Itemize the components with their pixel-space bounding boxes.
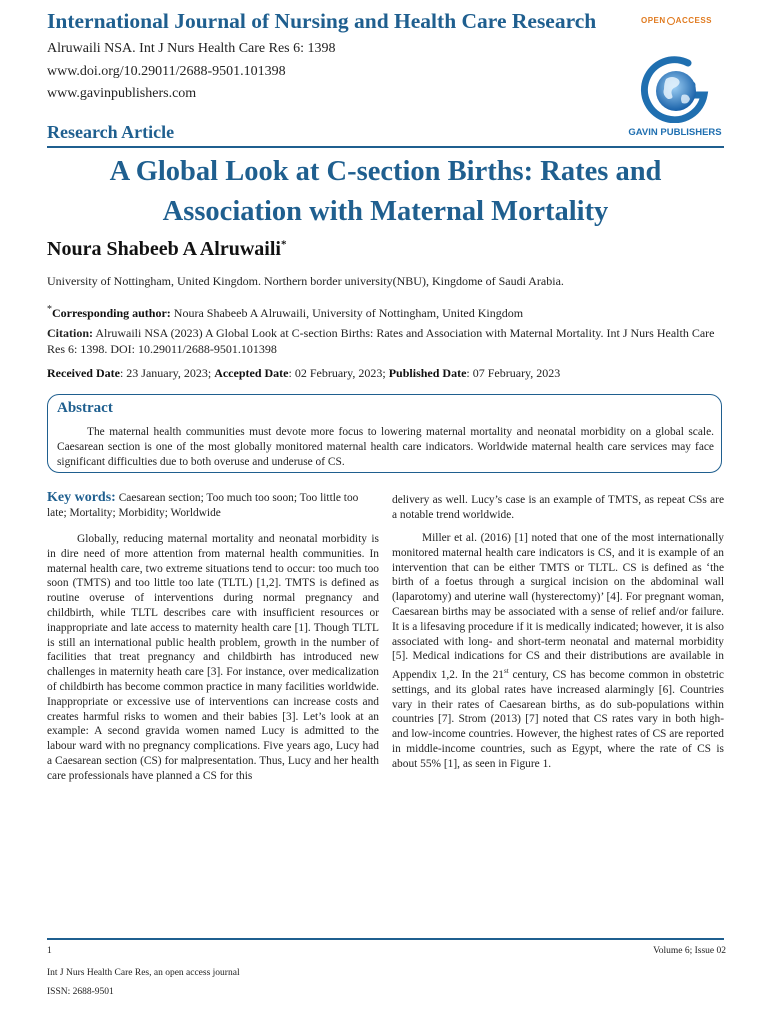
page-number: 1 (47, 946, 52, 956)
keywords-label: Key words: (47, 490, 116, 505)
body-right-continuation (392, 493, 724, 523)
citation-short: Alruwaili NSA. Int J Nurs Health Care Res 6: 1398 (47, 41, 336, 56)
abstract-text: The maternal health communities must devote more focus to lowering maternal mortality and neonatal morbidity on a global scale. Caesarean section is one of the most globally monitored maternal health care indicators. Worldwide maternal health care services may face significant difficulties due to both overuse and underuse of CS. (57, 426, 714, 468)
open-access-label: OPEN (641, 16, 666, 25)
corresponding-text: Noura Shabeeb A Alruwaili, University of Nottingham, United Kingdom (173, 306, 524, 320)
received-date: : 23 January, 2023; (119, 366, 212, 380)
body-text-a: Miller et al. (2016) [1] noted that one of the most internationally monitored maternal health care indicators is CS, and it is example of an intervention that can be either TMTS or TLTL. CS is defined as ‘the birth of a foetus through a surgical incision on the abdominal wall (laparotomy) and uterine wall (hysterectomy)’ [4]. For pregnant woman, Caesarean births may be associated with a sense of relief and/or failure. It is a lifesaving procedure if it is medically indicated; however, it is also associated with long- and short-term neonatal and maternal morbidity [5]. Medical indications for CS and their distributions are available in Appendix 1,2. In the 21 (392, 532, 724, 681)
citation-text: Alruwaili NSA (2023) A Global Look at C-section Births: Rates and Association with Maternal Mortality. Int J Nurs Health Care Res 6: 1398. DOI: 10.29011/2688-9501.101398 (47, 326, 715, 356)
citation-block (47, 325, 727, 357)
corresponding-label: Corresponding author: (52, 306, 171, 320)
ordinal-suffix: st (504, 667, 509, 676)
author-name-text: Noura Shabeeb A Alruwaili (47, 238, 281, 260)
published-date: : 07 February, 2023 (466, 366, 561, 380)
received-label: Received Date (47, 366, 120, 380)
doi-link[interactable]: www.doi.org/10.29011/2688-9501.101398 (47, 64, 286, 79)
open-access-badge (641, 16, 712, 25)
author-name (47, 238, 286, 261)
open-lock-icon (667, 17, 675, 25)
accepted-date: : 02 February, 2023; (288, 366, 386, 380)
body-paragraph (392, 531, 724, 772)
journal-title: International Journal of Nursing and Health Care Research (47, 9, 597, 33)
published-label: Published Date (388, 366, 467, 380)
footer-issn: ISSN: 2688-9501 (47, 987, 114, 997)
volume-issue: Volume 6; Issue 02 (653, 946, 726, 956)
body-text-b: century, CS has become common in obstetric settings, and its global rates have increased alarmingly [6]. Countries vary in their rates of Caesarean births, as do sub-populations within countries [7]. Strom (2013) [7] noted that CS rates vary in both high- and low-income countries. However, the highest rates of CS are reported in middle-income countries, such as Egypt, where the rate of CS is about 55% [1], as seen in Figure 1. (392, 668, 724, 770)
corresponding-author (47, 304, 523, 321)
author-affiliation: University of Nottingham, United Kingdom. Northern border university(NBU), Kingdome of Saudi Arabia. (47, 274, 564, 288)
citation-label: Citation: (47, 326, 93, 340)
header-divider (47, 146, 724, 148)
body-left-column (47, 532, 379, 784)
publisher-name: GAVIN PUBLISHERS (628, 127, 722, 138)
keywords (47, 490, 379, 521)
dates-line (47, 366, 560, 381)
body-right-column (392, 531, 724, 772)
article-type: Research Article (47, 122, 175, 142)
access-label: ACCESS (675, 16, 713, 25)
footer-journal: Int J Nurs Health Care Res, an open access journal (47, 968, 240, 978)
footer-divider (47, 938, 724, 940)
author-mark: * (280, 238, 287, 251)
article-title: A Global Look at C-section Births: Rates and Association with Maternal Mortality (109, 156, 662, 227)
body-paragraph: delivery as well. Lucy’s case is an example of TMTS, as repeat CSs are a notable trend worldwide. (392, 494, 724, 521)
abstract-heading: Abstract (57, 400, 113, 416)
website-link[interactable]: www.gavinpublishers.com (47, 86, 197, 101)
body-paragraph: Globally, reducing maternal mortality and neonatal morbidity is in dire need of more attention from maternal health communities. In maternal health care, two extreme situations tend to occur: too much too soon (TMTS) and too little too late (TLTL) [1,2]. TMTS is defined as routine overuse of interventions during normal pregnancy and childbirth, while TLTL describes care with insufficient resources or inappropriate and late access to maternity health care [1]. Though TLTL is still an international public health problem, growth in the number of facilities that treat pregnancy and childbirth has introduced new challenges in maternity heath care [3]. For instance, over medicalization of childbirth has become common practice in many facilities worldwide. Inappropriate or excessive use of interventions can increase costs and creates harmful risks to women and their babies [3]. Let’s look at an example: A second gravida women named Lucy is admitted to the labour ward with no pregnancy complications. Five years ago, Lucy had a Caesarean section (CS) for malpresentation. Thus, Lucy and her health care professionals have planned a CS for this (47, 533, 379, 782)
gavin-globe-logo (636, 55, 714, 123)
accepted-label: Accepted Date (214, 366, 289, 380)
corresponding-mark: * (47, 304, 52, 315)
keywords-text: Caesarean section; Too much too soon; Too little too late; Mortality; Morbidity; Worldwide (47, 492, 359, 519)
